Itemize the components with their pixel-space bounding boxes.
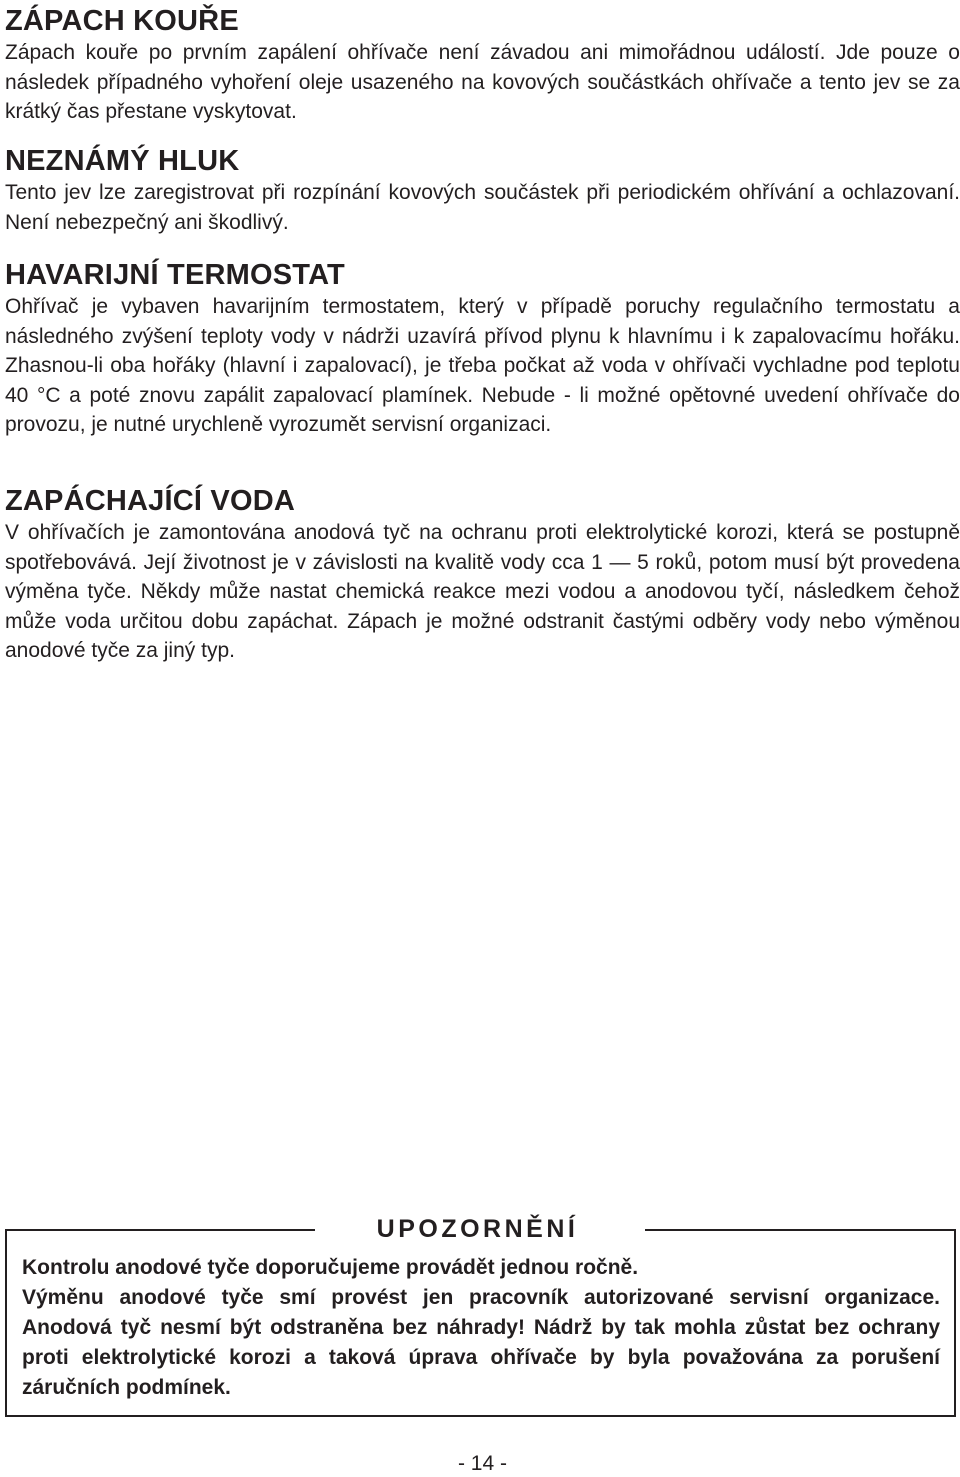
page-number: - 14 -	[457, 1452, 507, 1475]
paragraph-smoke-odor: Zápach kouře po prvním zapálení ohřívače není závadou ani mimořádnou událostí. Jde pouze o následek případného vyhoření oleje usazeného na kovových součástkách ohřívače a tento jev se za krátký čas přestane vyskytovat.	[5, 41, 960, 124]
section-smelly-water	[5, 484, 960, 666]
paragraph-unknown-noise: Tento jev lze zaregistrovat při rozpínání kovových součástek při periodickém ohřívání a ochlazovaní. Není nebezpečný ani škodlivý.	[5, 181, 960, 234]
heading-smelly-water: ZAPÁCHAJÍCÍ VODA	[5, 485, 295, 517]
manual-page	[5, 0, 960, 1474]
section-smoke-odor	[5, 4, 960, 127]
notice-title-row	[5, 1212, 960, 1246]
paragraph-emergency-thermostat: Ohřívač je vybaven havarijním termostatem, který v případě poruchy regulačního termostatu a následného zvýšení teploty vody v nádrži uzavírá přívod plynu k hlavnímu i k zapalovacímu hořáku. Zhasnou-li oba hořáky (hlavní i zapalovací), je třeba počkat až voda v ohřívači vychladne pod teplotu 40 °C a poté znovu zapálit zapalovací plamínek. Nebude - li možné opětovné uvedení ohřívače do provozu, je nutné urychleně vyrozumět servisní organizaci.	[5, 295, 960, 437]
notice-box	[5, 1229, 956, 1417]
heading-unknown-noise: NEZNÁMÝ HLUK	[5, 145, 240, 177]
paragraph-smelly-water: V ohřívačích je zamontována anodová tyč na ochranu proti elektrolytické korozi, která se postupně spotřebovává. Její životnost je v závislosti na kvalitě vody cca 1 — 5 roků, potom musí být provedena výměna tyče. Někdy může nastat chemická reakce mezi vodou a anodovou tyčí, následkem čehož může voda určitou dobu zapáchat. Zápach je možné odstranit častými odběry vody nebo výměnou anodové tyče za jiný typ.	[5, 521, 960, 663]
section-emergency-thermostat	[5, 258, 960, 440]
notice-text	[22, 1253, 940, 1403]
notice-line-replacement: Výměnu anodové tyče smí provést jen pracovník autorizované servisní organizace. Anodová tyč nesmí být odstraněna bez náhrady! Nádrž by tak mohla zůstat bez ochrany proti elektrolytické korozi a taková úprava ohřívače by byla považována za porušení záručních podmínek.	[22, 1286, 940, 1399]
notice-line-annual-check: Kontrolu anodové tyče doporučujeme provádět jednou ročně.	[22, 1256, 639, 1279]
heading-smoke-odor: ZÁPACH KOUŘE	[5, 5, 239, 37]
section-unknown-noise	[5, 144, 960, 237]
heading-emergency-thermostat: HAVARIJNÍ TERMOSTAT	[5, 259, 345, 291]
notice-title: UPOZORNĚNÍ	[376, 1215, 579, 1243]
